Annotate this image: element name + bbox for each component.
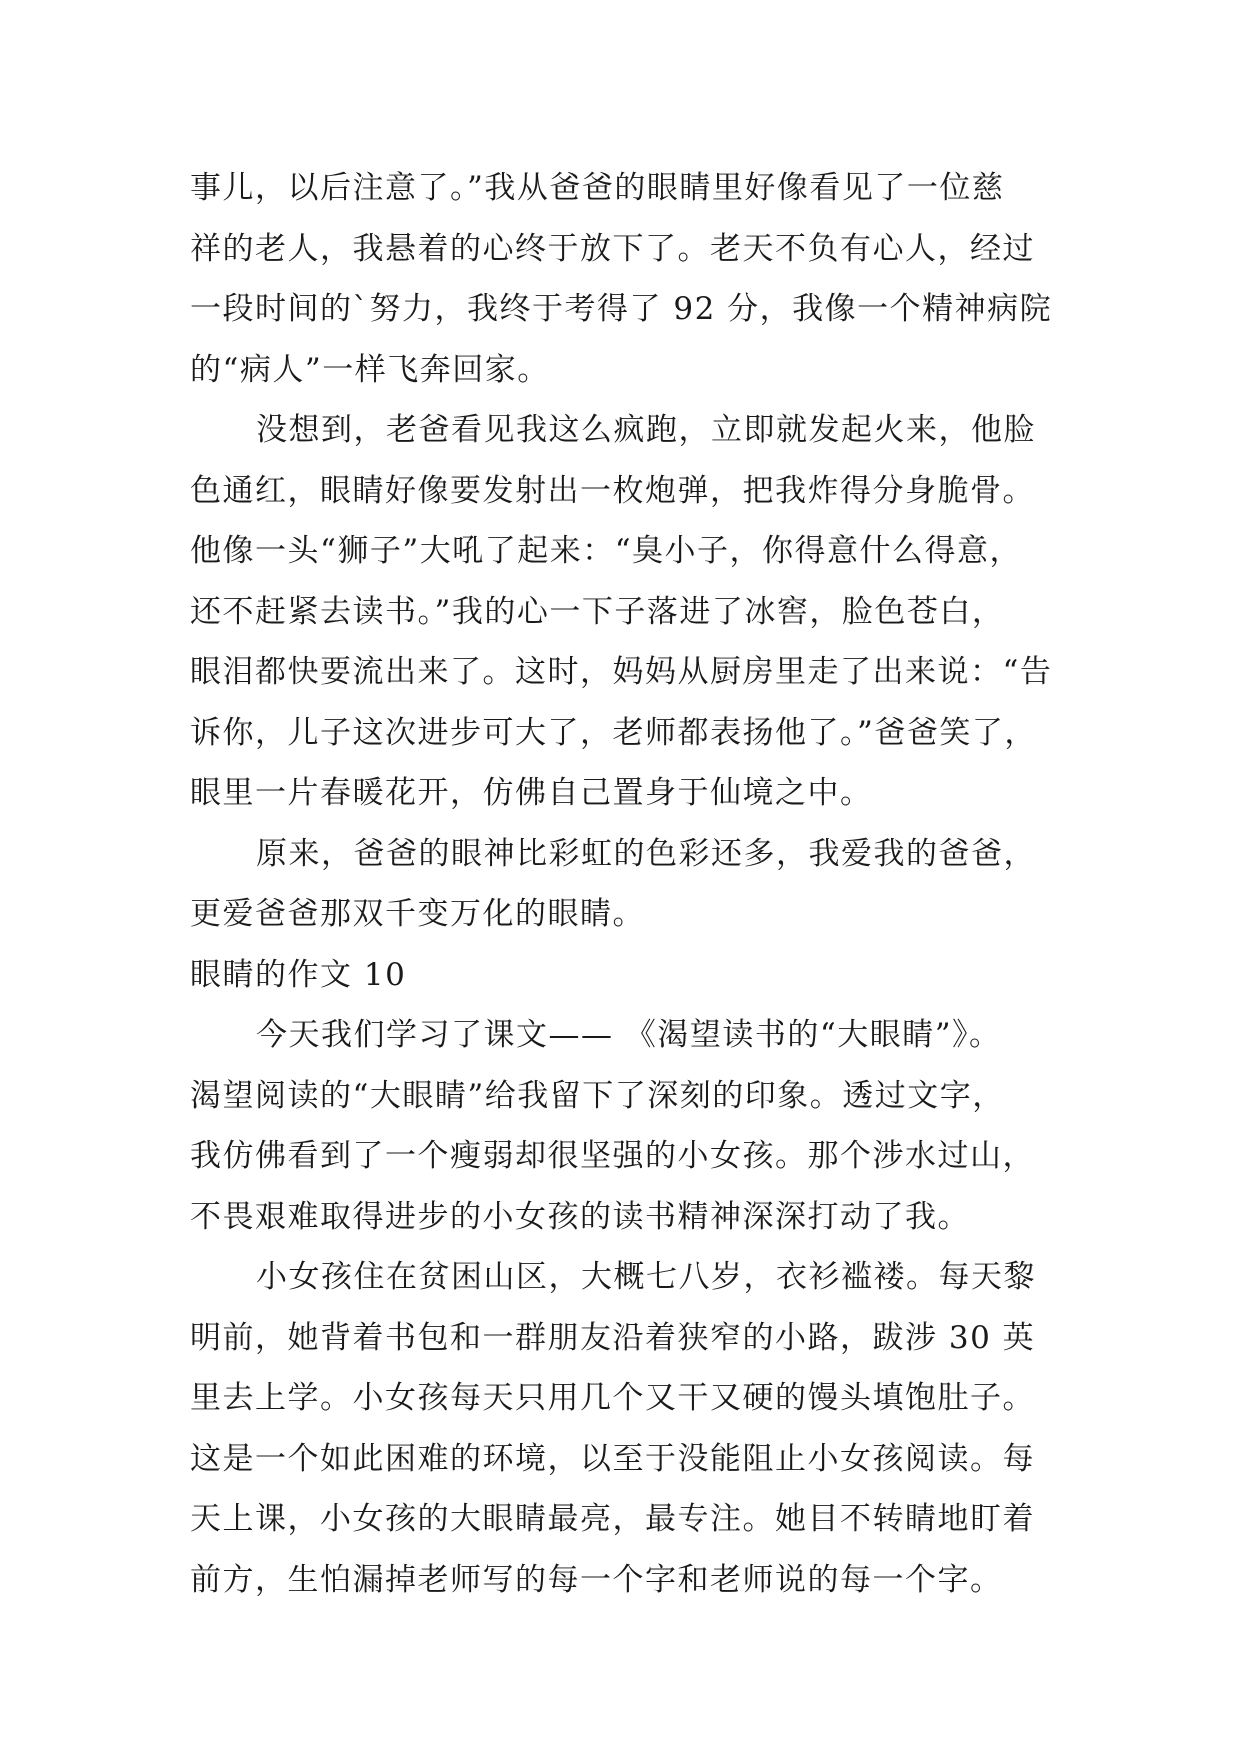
- text-line: 眼里一片春暖花开，仿佛自己置身于仙境之中。: [190, 775, 873, 811]
- text-line: 前方，生怕漏掉老师写的每一个字和老师说的每一个字。: [190, 1561, 1003, 1598]
- text-line: 小女孩住在贫困山区，大概七八岁，衣衫褴褛。每天黎: [256, 1259, 1036, 1295]
- text-line: 一段时间的`努力，我终于考得了 92 分，我像一个精神病院: [190, 291, 1053, 327]
- text-line: 事儿，以后注意了。”我从爸爸的眼睛里好像看见了一位慈: [190, 170, 1005, 206]
- text-line: 明前，她背着书包和一群朋友沿着狭窄的小路，跋涉 30 英: [190, 1319, 1036, 1356]
- text-line: 眼泪都快要流出来了。这时，妈妈从厨房里走了出来说：“告: [190, 654, 1053, 690]
- text-line: 今天我们学习了课文—— 《渴望读书的“大眼睛”》。: [256, 1017, 1002, 1053]
- text-line: 原来，爸爸的眼神比彩虹的色彩还多，我爱我的爸爸，: [256, 835, 1036, 872]
- paragraph: [190, 158, 1072, 400]
- text-line: 没想到，老爸看见我这么疯跑，立即就发起火来，他脸: [256, 412, 1036, 448]
- text-line: 祥的老人，我悬着的心终于放下了。老天不负有心人，经过: [190, 230, 1035, 267]
- section-heading: 眼睛的作文 10: [190, 956, 407, 993]
- text-line: 这是一个如此困难的环境，以至于没能阻止小女孩阅读。每: [190, 1440, 1035, 1477]
- text-line: 里去上学。小女孩每天只用几个又干又硬的馒头填饱肚子。: [190, 1380, 1035, 1416]
- paragraph: [190, 824, 1072, 945]
- document-page: [190, 158, 1072, 1610]
- text-line: 天上课，小女孩的大眼睛最亮，最专注。她目不转睛地盯着: [190, 1501, 1035, 1537]
- text-line: 我仿佛看到了一个瘦弱却很坚强的小女孩。那个涉水过山，: [190, 1138, 1035, 1174]
- text-line: 的“病人”一样飞奔回家。: [190, 351, 550, 388]
- text-line: 渴望阅读的“大眼睛”给我留下了深刻的印象。透过文字，: [190, 1077, 1005, 1114]
- text-line: 他像一头“狮子”大吼了起来：“臭小子，你得意什么得意，: [190, 533, 1023, 569]
- text-line: 诉你，儿子这次进步可大了，老师都表扬他了。”爸爸笑了，: [190, 714, 1037, 751]
- paragraph: [190, 400, 1072, 824]
- text-line: 色通红，眼睛好像要发射出一枚炮弹，把我炸得分身脆骨。: [190, 472, 1035, 509]
- text-line: 更爱爸爸那双千变万化的眼睛。: [190, 896, 645, 932]
- paragraph: [190, 1005, 1072, 1247]
- text-line: 不畏艰难取得进步的小女孩的读书精神深深打动了我。: [190, 1198, 970, 1235]
- paragraph: [190, 1247, 1072, 1610]
- text-line: 还不赶紧去读书。”我的心一下子落进了冰窖，脸色苍白，: [190, 593, 1005, 630]
